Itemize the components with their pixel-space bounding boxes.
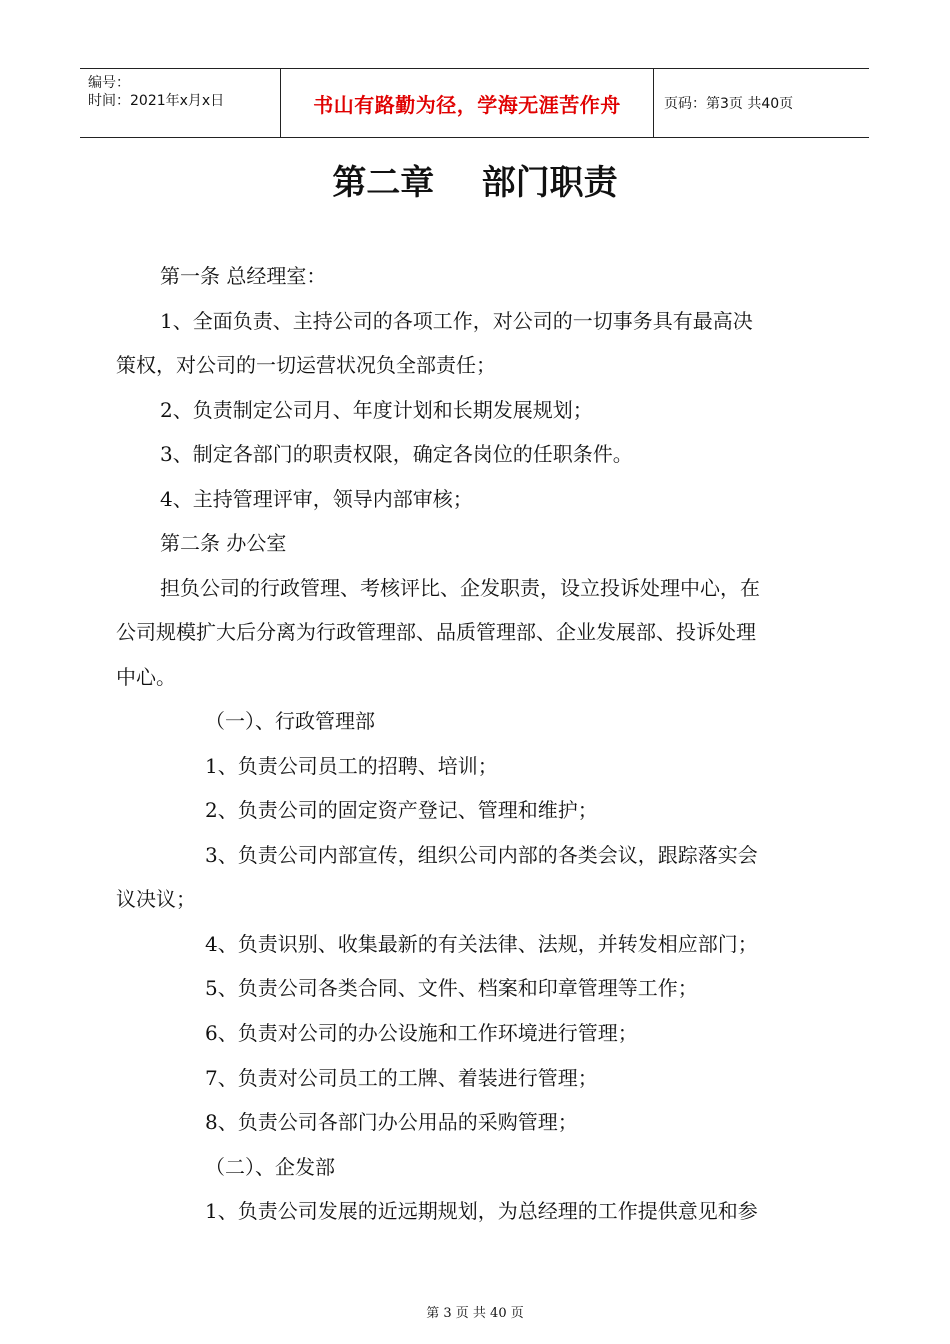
paragraph-line: 1、全面负责、主持公司的各项工作，对公司的一切事务具有最高决 (160, 309, 753, 333)
paragraph-line: 8、负责公司各部门办公用品的采购管理； (205, 1110, 578, 1134)
paragraph-line: 6、负责对公司的办公设施和工作环境进行管理； (205, 1021, 638, 1045)
paragraph-line: 5、负责公司各类合同、文件、档案和印章管理等工作； (205, 976, 698, 1000)
paragraph-line: 2、负责制定公司月、年度计划和长期发展规划； (160, 398, 593, 422)
page-footer: 第 3 页 共 40 页 (426, 1306, 524, 1321)
paragraph-line: 1、负责公司员工的招聘、培训； (205, 754, 498, 778)
paragraph-line: 议决议； (116, 887, 196, 911)
paragraph-line: 4、负责识别、收集最新的有关法律、法规，并转发相应部门； (205, 932, 758, 956)
paragraph-line: 中心。 (116, 665, 176, 689)
header-page-cell (654, 69, 869, 137)
section-heading: （一）、行政管理部 (205, 709, 375, 733)
chapter-title: 第二章 部门职责 (332, 163, 618, 203)
document-number-label: 编号： (88, 75, 130, 91)
paragraph-line: 担负公司的行政管理、考核评比、企发职责，设立投诉处理中心，在 (160, 576, 760, 600)
header-motto-cell (281, 69, 654, 137)
paragraph-line: 1、负责公司发展的近远期规划，为总经理的工作提供意见和参 (205, 1199, 758, 1223)
paragraph-line: 策权，对公司的一切运营状况负全部责任； (116, 353, 496, 377)
document-date: 时间：2021年x月x日 (88, 93, 225, 109)
paragraph-line: 2、负责公司的固定资产登记、管理和维护； (205, 798, 598, 822)
paragraph-line: 公司规模扩大后分离为行政管理部、品质管理部、企业发展部、投诉处理 (116, 620, 756, 644)
article-heading: 第一条 总经理室： (160, 264, 327, 288)
paragraph-line: 3、制定各部门的职责权限，确定各岗位的任职条件。 (160, 442, 633, 466)
header-meta-cell (80, 69, 281, 137)
paragraph-line: 7、负责对公司员工的工牌、着装进行管理； (205, 1066, 598, 1090)
page-code: 页码：第3页 共40页 (664, 96, 794, 112)
motto: 书山有路勤为径，学海无涯苦作舟 (313, 92, 621, 117)
document-header (80, 68, 869, 138)
section-heading: （二）、企发部 (205, 1155, 335, 1179)
paragraph-line: 4、主持管理评审，领导内部审核； (160, 487, 473, 511)
article-heading: 第二条 办公室 (160, 531, 287, 555)
paragraph-line: 3、负责公司内部宣传，组织公司内部的各类会议，跟踪落实会 (205, 843, 758, 867)
